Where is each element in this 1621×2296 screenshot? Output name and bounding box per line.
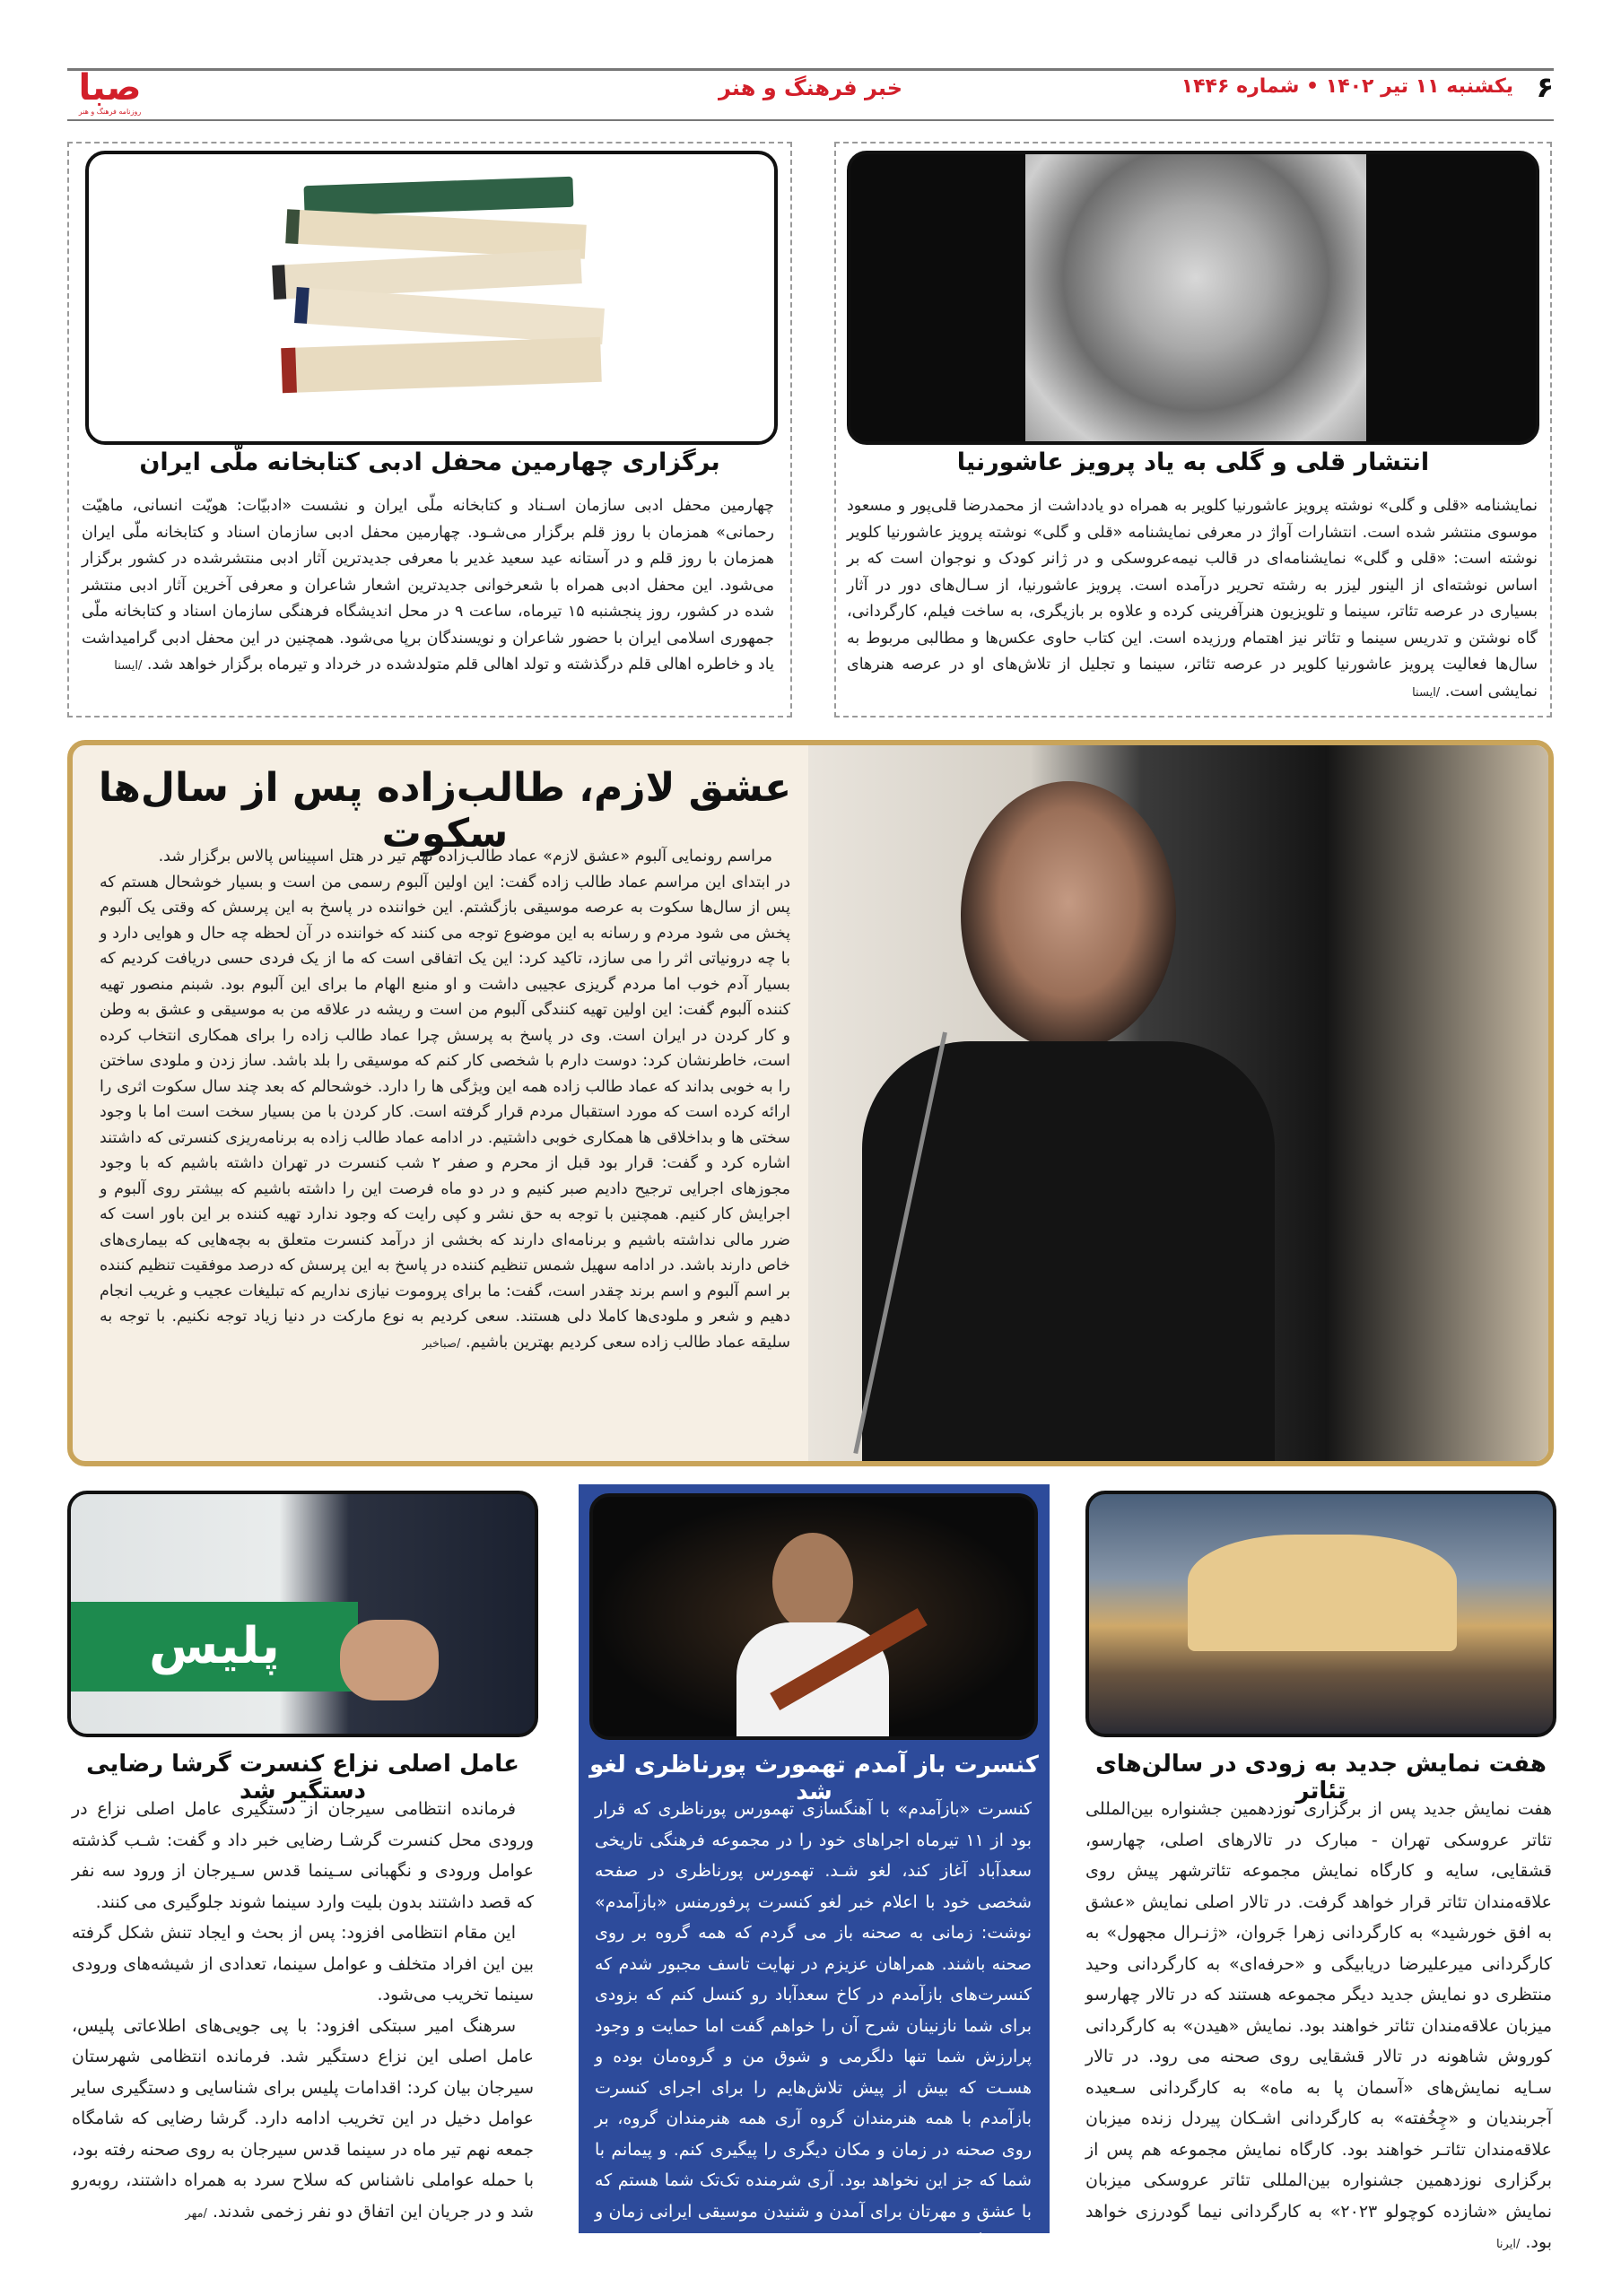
header-bottom-rule: [67, 119, 1554, 121]
source-credit: /ایرنا: [871, 2268, 896, 2283]
police-sign-text: پلیس: [149, 1617, 280, 1675]
source-credit: /ایسنا: [114, 659, 143, 673]
headline: برگزاری چهارمین محفل ادبی کتابخانه ملّی ایران: [139, 448, 720, 476]
police-photo: [67, 1491, 538, 1737]
page-number: ۶: [1536, 70, 1554, 104]
article-ashournia: [834, 142, 1552, 718]
body-text: هفت نمایش جدید پس از برگزاری نوزدهمین جشنواره بین‌المللی تئاتر عروسکی تهران - مبارک در تالارهای اصلی، چهارسو، قشقایی، سایه و کارگاه نمایش مجموعه تئاترشهر پیش روی علاقه‌مندان تئاتر قرار خواهد گرفت. در تالار اصلی نمایش «عشق به افق خورشید» به کارگردانی زهرا جَروان، «ژنـرال مجهول» به کارگردانی میرعلیرضا دریابیگی و «حرفه‌ای» به کارگردانی وحید منتظری دو نمایش جدید دیگر مجموعه هستند که در تالار چهارسو میزبان علاقه‌مندان تئاتر خواهند بود. نمایش «هیدن» به کارگردانی کوروش شاهونه در تالار قشقایی روی صحنه می رود. در تالار سـایه نمایش‌های «آسمان پا به ماه» به کارگردانی سـعیده آجربندیان و «چِخُفته» به کارگردانی اشـکان پیردل زنده میزبان علاقه‌مندان تئاتـر خواهند بود. کارگاه نمایش مجموعه هم پس از برگزاری نوزدهمین جشنواره بین‌المللی تئاتر عروسکی میزبان نمایش «شازده کوچولو ۲۰۲۳» به کارگردانی نیما گودرزی خواهد بود.: [1085, 1799, 1552, 2252]
portrait-image: [1025, 154, 1366, 445]
issue-date: یکشنبه ۱۱ تیر ۱۴۰۲ • شماره ۱۴۴۶: [1181, 75, 1513, 98]
singer-body-image: [862, 1041, 1275, 1463]
paragraph-wrap: [100, 870, 790, 1358]
source-credit: /ایسنا: [1412, 685, 1441, 700]
feature-headline: عشق لازم، طالب‌زاده پس از سال‌ها سکوت: [98, 765, 792, 857]
body-text: چهارمین محفل ادبی سازمان اسـناد و کتابخانه ملّی ایران و نشست «ادبیّات: هویّت انسانی، ماهیّت رحمانی» همزمان با روز قلم برگزار می‌شـود. چهارمین محفل ادبی سازمان اسناد و کتابخانه ملّی ایران همزمان با روز قلم و در آستانه عید سعید غدیر با معرفی جدیدترین آثار ادبی منتشرشده در کشور برگزار می‌شود. این محفل ادبی همراه با شعرخوانی جدیدترین اشعار شاعران و معرفی آخرین آثار ادبی منتشر شده در کشور، روز پنجشنبه ۱۵ تیرماه، ساعت ۹ در محل اندیشگاه فرهنگی سازمان اسناد و کتابخانه ملّی جمهوری اسلامی ایران با حضور شاعران و نویسندگان برپا می‌شود. همچنین در این محفل ادبی گرامیداشت یاد و خاطره اهالی قلم درگذشته و تولد اهالی قلم متولدشده در خرداد و تیرماه برگزار خواهد شد.: [82, 497, 774, 674]
book-icon: [281, 337, 602, 393]
musician-face-image: [772, 1533, 853, 1631]
police-car-stripe: [71, 1602, 358, 1692]
article-library: [67, 142, 792, 718]
ashournia-photo: [847, 151, 1539, 445]
logo-text: صبا: [78, 67, 142, 109]
newspaper-logo[interactable]: [67, 68, 153, 120]
headline: انتشار قلی و گلی به یاد پرویز عاشورنیا: [956, 448, 1430, 476]
article-theater-body: [1085, 1794, 1552, 2261]
article-body: [595, 1794, 1032, 2292]
headline: کنسرت باز آمدم تهمورث پورناظری لغو شد: [589, 1752, 1039, 1805]
source-credit: /ایرنا: [1495, 2238, 1521, 2251]
paragraph: این مقام انتظامی افزود: پس از بحث و ایجاد تنش شکل گرفته بین این افراد متخلف و عوامل سینما، تعدادی از شیشه‌های ورودی سینما تخریب می‌شود.: [72, 1923, 534, 2005]
singer-face-image: [961, 781, 1176, 1050]
feature-body: [100, 844, 790, 1357]
source-credit: /مهر: [185, 2206, 207, 2221]
source-credit: /صباخبر: [422, 1336, 461, 1351]
feature-article: [67, 740, 1554, 1466]
paragraph: در ابتدای این مراسم عماد طالب زاده گفت: این اولین آلبوم رسمی من است و بسیار خوشحال هستم که پس از سال‌ها سکوت به عرصه موسیقی بازگشتم. این خواننده در پاسخ به این پرسش که وقتی یک آلبوم پخش می شود مردم و رسانه به این موضوع توجه می کنند که خواننده در آن لحظه چه حال و هوایی دارد و با چه درونیاتی اثر را می سازد، تاکید کرد: این یک اتفاقی است که ما از یک فردی حسی دریافت کردیم که بسیار آدم خوب اما مردم گریزی عجیبی داشت و او منبع الهام ما برای این آلبوم بود. شبنم منصور تهیه کننده آلبوم گفت: این اولین تهیه کنندگی آلبوم من است و ریشه در علاقه من به موسیقی و عشق به وطن و کار کردن در ایران است. وی در پاسخ به پرسش چرا عماد طالب زاده را برای همکاری انتخاب کرده است، خاطرنشان کرد: دوست دارم با شخصی کار کنم که موسیقی را بلد باشد. ساز زدن و ملودی ساختن را به خوبی بداند که عماد طالب زاده همه این ویژگی ها را دارد. خوشحالم که بعد چند سال سکوت اثری را ارائه کرده است که مورد استقبال مردم قرار گرفته است. کار کردن با من بسیار سخت است اما با وجود سختی ها و بداخلاقی ها همکاری خوبی داشتیم. در ادامه عماد طالب زاده به برنامه‌ریزی کنسرتی که داشتند اشاره کرد و گفت: قرار بود قبل از محرم و صفر ۲ شب کنسرت در تهران داشته باشیم که با وجود مجوزهای اجرایی ترجیح دادیم صبر کنیم و در دو ماه فرصت این را داشته باشیم که بیشتر روی آلبوم و اجرایش کار کنیم. همچنین با توجه به حق نشر و کپی رایت که وجود ندارد تهیه کننده بر این باور است که ضرر مالی نداشته باشیم و برنامه‌ای دارند که بخشی از درآمد کنسرت متعلق به بچه‌هایی که بیماری‌های خاص دارند باشد. در ادامه سهیل شمس تنظیم کننده در پاسخ به این پرسش که درصد موفقیت تنظیم کننده بر اسم آلبوم و اسم برند چقدر است، گفت: ما برای پروموت نیازی نداریم که تبلیغات عجیب و غریب انجام دهیم و شعر و ملودی‌ها کاملا دلی هستند. سعی کردیم به نوع مارکت در دنیا زیاد توجه نکنیم. با توجه به سلیقه عماد طالب زاده سعی کردیم بهترین باشیم.: [100, 873, 790, 1352]
theater-photo: [1085, 1491, 1556, 1737]
article-body: [847, 493, 1538, 706]
body-text: نمایشنامه «قلی و گلی» نوشته پرویز عاشورنیا کلویر به همراه دو یادداشت از محمدرضا قلی‌پور و مسعود موسوی منتشر شده است. انتشارات آواژ در معرفی نمایشنامه «قلی و گلی» نوشته پرویز عاشورنیا کلویر نوشته است: «قلی و گلی» نمایشنامه‌ای در قالب نیمه‌عروسکی و در ژانر کودک و نوجوان است که بر اساس نوشته‌ای از الینور لیزر به رشته تحریر درآمده است. پرویز عاشورنیا، از سـال‌های دور در آثار بسیاری در عرصه تئاتر، سینما و تلویزیون هنرآفرینی کرده و علاوه بر بازیگری، به ساخت فیلم، کارگردانی، گاه نوشتن و تدریس سینما و تئاتر نیز اهتمام ورزیده است. این کتاب حاوی عکس‌ها و مطالبی مربوط به سال‌ها فعالیت پرویز عاشورنیا کلویر در عرصه تئاتر، سینما و تجلیل از تلاش‌های او در عرصه هنرهای نمایشی است.: [847, 497, 1538, 700]
paragraph: فرمانده انتظامی سیرجان از دستگیری عامل اصلی نزاع در ورودی محل کنسرت گرشـا رضایی خبر داد و گفت: شـب گذشته عوامل ورودی و نگهبانی سـینما قدس سـیرجان از ورود سه نفر که قصد داشتند بدون بلیت وارد سینما شوند جلوگیری می کنند.: [72, 1799, 534, 1912]
concert-photo: [589, 1493, 1038, 1740]
theater-building-image: [1188, 1535, 1457, 1651]
header-top-rule: [67, 68, 1554, 71]
logo-subtitle: روزنامه فرهنگ و هنر: [78, 108, 142, 116]
paragraph-wrap: [72, 2011, 534, 2231]
paragraph: سرهنگ امیر سبتکی افزود: با پی جویی‌های اطلاعاتی پلیس، عامل اصلی این نزاع دستگیر شد. فرمانده انتظامی شهرستان سیرجان بیان کرد: اقدامات پلیس برای شناسایی و دستگیری سایر عوامل دخیل در این تخریب ادامه دارد. گرشا رضایی که شامگاه جمعه نهم تیر ماه در سینما قدس سیرجان به روی صحنه رفته بود، با حمله عواملی ناشناس که سلاح سرد به همراه داشتند، روبه‌رو شد و در جریان این اتفاق دو نفر زخمی شدند.: [72, 2015, 534, 2222]
headline: هفت نمایش جدید به زودی در سالن‌های تئاتر: [1095, 1751, 1547, 1805]
books-photo: [85, 151, 778, 445]
headline: عامل اصلی نزاع کنسرت گرشا رضایی دستگیر شد: [86, 1751, 519, 1805]
article-body: [82, 493, 774, 680]
book-icon: [303, 177, 573, 216]
section-title: خبر فرهنگ و هنر: [718, 75, 903, 100]
article-arrest-body: [72, 1794, 534, 2230]
body-text: کنسرت «بازآمدم» با آهنگسازی تهمورس پورناظری که قرار بود از ۱۱ تیرماه اجراهای خود را در مجموعه فرهنگی تاریخی سعدآباد آغاز کند، لغو شـد. تهمورس پورناظری در صفحه شخصی خود با اعلام خبر لغو کنسرت پرفورمنس «بازآمدم» نوشت: زمانی به صحنه باز می گردم که همه گروه بر روی صحنه باشند. همراهان عزیزم در نهایت تاسف مجبور شدم که کنسرت‌های بازآمدم در کاخ سعدآباد رو کنسل کنم که بزودی برای شما نازنینان شرح آن را خواهم گفت اما حمایت و وجود پرارزش شما تنها دلگرمی و شوق من و گروه‌مان بوده و هسـت که بیش از پیش تلاش‌هایم را برای اجرای کنسرت بازآمدم با همه هنرمندان گروه آری همه هنرمندان گروه، بر روی صحنه در زمان و مکان دیگری را پیگیری کنم. و پیمانم با شما که جز این نخواهد بود. آری شرمنده تک‌تک شما هستم که با عشق و مهرتان برای آمدن و شنیدن موسیقی ایرانی زمان و انرژی گذاشتید و چنین سرخورده شدید. فرزند ایران برادر کوچکتان تهمورس.: [595, 1799, 1032, 2283]
singer-photo: [808, 745, 1548, 1461]
handcuffed-hands-image: [340, 1620, 439, 1700]
article-concert: [579, 1484, 1050, 2283]
paragraph: مراسم رونمایی آلبوم «عشق لازم» عماد طالب‌زاده نهم تیر در هتل اسپیناس پالاس برگزار شد.: [158, 848, 772, 865]
book-icon: [294, 287, 605, 344]
